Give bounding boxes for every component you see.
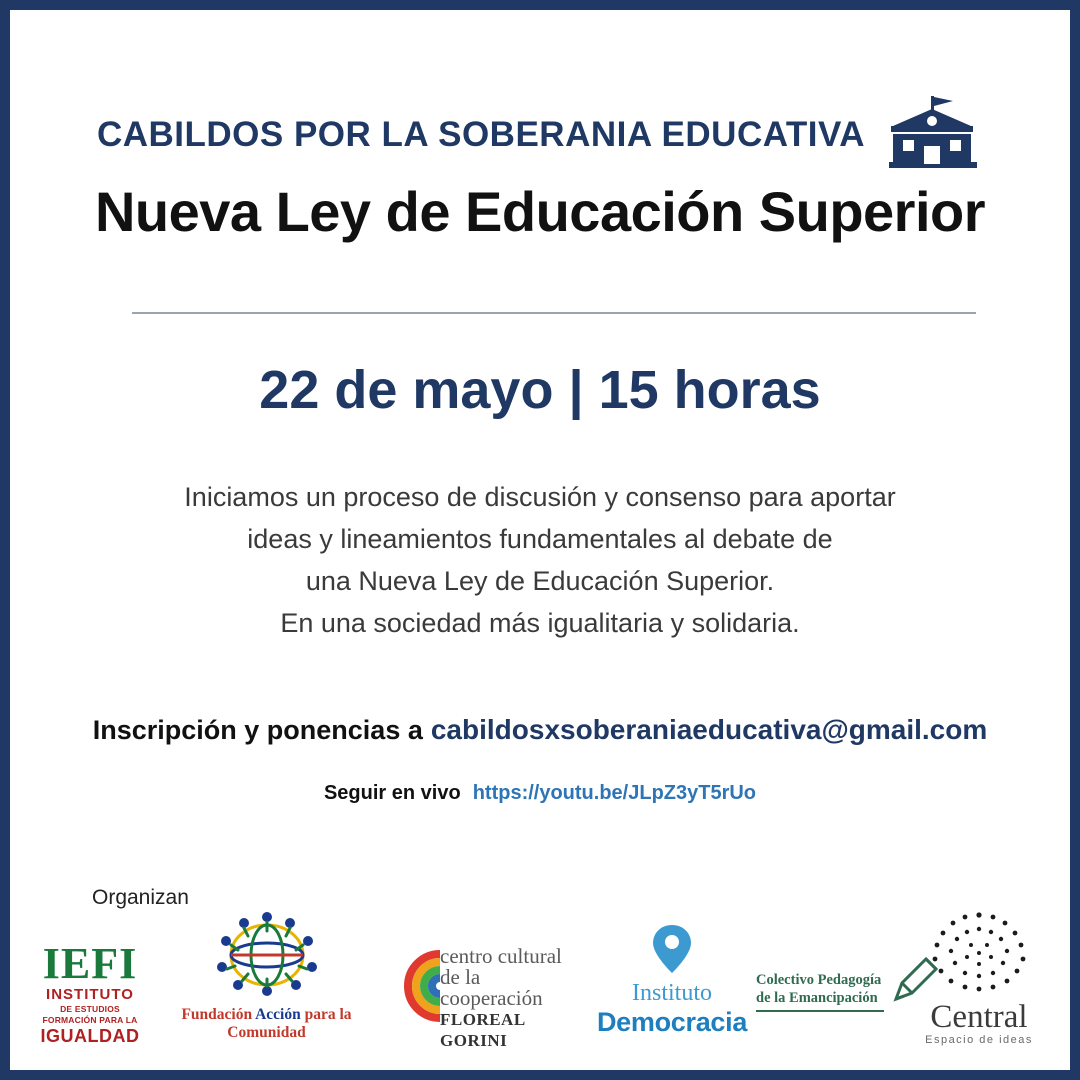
central-wordmark: Central xyxy=(930,999,1028,1035)
fundacion-word-2: Acción xyxy=(255,1006,301,1023)
signup-line xyxy=(14,714,1066,746)
ccc-line-1: centro cultural xyxy=(440,944,562,968)
divider xyxy=(132,312,976,314)
signup-email[interactable]: cabildosxsoberaniaeducativa@gmail.com xyxy=(430,714,988,745)
event-datetime: 22 de mayo | 15 horas xyxy=(259,360,821,420)
organizers-label: Organizan xyxy=(92,886,189,909)
description xyxy=(14,476,1066,644)
colectivo-line-2: de la Emancipación xyxy=(756,990,878,1006)
fundacion-wordmark xyxy=(154,1006,379,1042)
ccc-rainbow-icon xyxy=(382,948,444,1029)
iefi-sub-formacion: FORMACIÓN PARA LA xyxy=(42,1015,138,1025)
logo-iefi xyxy=(28,939,152,1046)
header xyxy=(14,96,1066,173)
colectivo-rule xyxy=(756,1010,884,1012)
ccc-line-3: FLOREAL GORINI xyxy=(440,1010,525,1050)
ccc-line-2: de la cooperación xyxy=(440,965,543,1010)
idem-line-1: Instituto xyxy=(631,980,712,1006)
description-line: En una sociedad más igualitaria y solidaria. xyxy=(280,608,800,638)
fundacion-globe-icon xyxy=(212,986,322,1003)
location-pin-icon xyxy=(650,962,694,979)
live-label: Seguir en vivo xyxy=(323,782,461,804)
description-line: ideas y lineamientos fundamentales al debate de xyxy=(247,524,833,554)
colectivo-line-1: Colectivo Pedagogía xyxy=(756,972,882,988)
live-stream-line xyxy=(14,782,1066,805)
iefi-sub-instituto: INSTITUTO xyxy=(46,986,134,1003)
central-dots-circle-icon xyxy=(927,982,1031,999)
description-line: Iniciamos un proceso de discusión y consenso para aportar xyxy=(184,482,896,512)
live-url-link[interactable]: https://youtu.be/JLpZ3yT5rUo xyxy=(472,782,757,804)
iefi-wordmark: IEFI xyxy=(42,939,138,988)
logo-fundacion-accion xyxy=(154,911,379,1042)
description-line: una Nueva Ley de Educación Superior. xyxy=(305,566,775,596)
iefi-sub-igualdad: IGUALDAD xyxy=(40,1026,140,1046)
organizer-logos xyxy=(14,900,1066,1060)
logo-centro-cultural-cooperacion xyxy=(382,942,582,1050)
poster-inner-frame xyxy=(10,10,1070,1070)
school-building-icon xyxy=(883,96,983,173)
page-title: Nueva Ley de Educación Superior xyxy=(94,180,986,243)
idem-line-2: Democracia xyxy=(596,1007,748,1037)
iefi-sub-estudios: DE ESTUDIOS xyxy=(60,1004,120,1014)
poster-kicker: CABILDOS POR LA SOBERANIA EDUCATIVA xyxy=(96,114,866,154)
central-tagline: Espacio de ideas xyxy=(925,1034,1033,1046)
fundacion-word-3: para la Comunidad xyxy=(227,1006,352,1041)
logo-central xyxy=(904,909,1054,1046)
logo-instituto-democracia xyxy=(582,923,762,1038)
fundacion-word-1: Fundación xyxy=(181,1006,256,1023)
ccc-wordmark xyxy=(440,946,582,1051)
signup-label: Inscripción y ponencias a xyxy=(92,715,423,745)
